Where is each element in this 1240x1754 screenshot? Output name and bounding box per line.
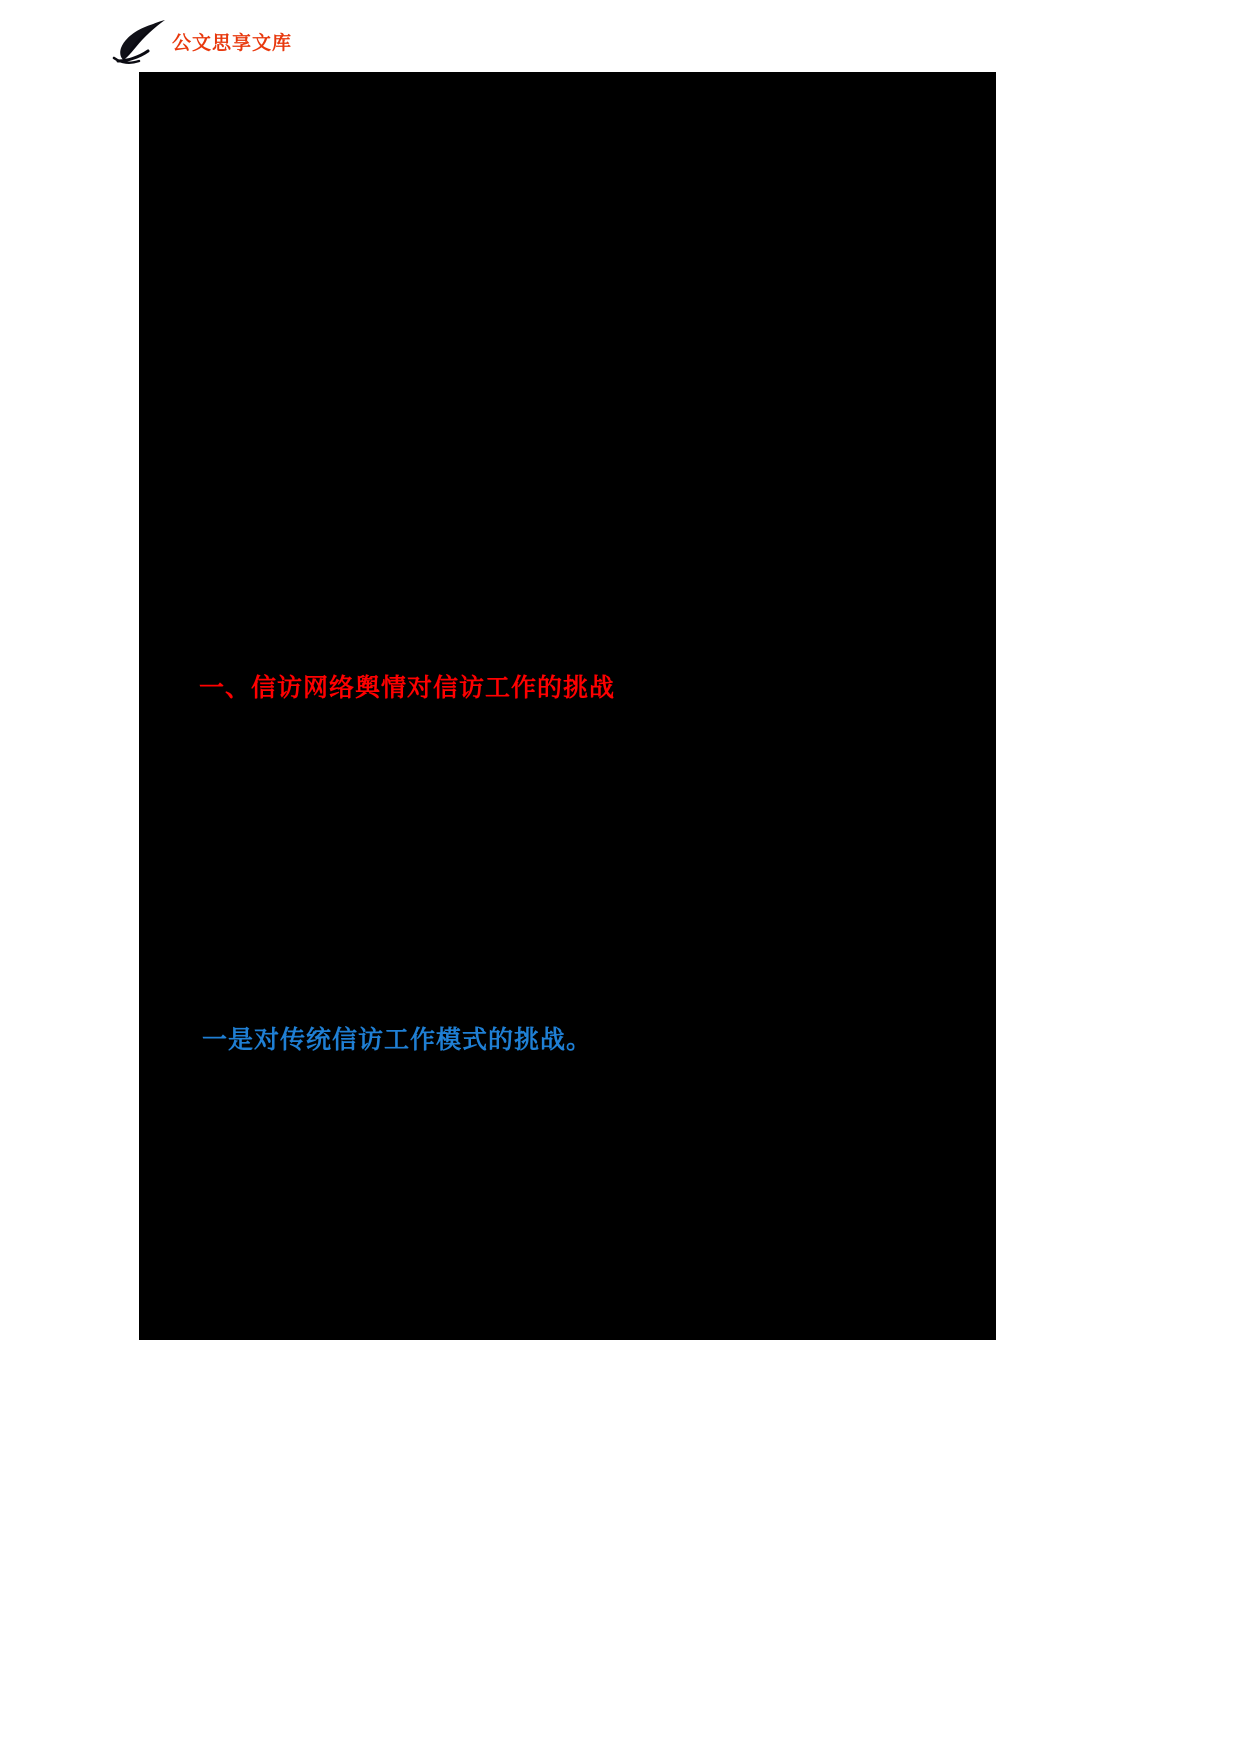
watermark-brand-text: 公文思享文库 bbox=[172, 31, 293, 54]
feather-quill-icon bbox=[108, 14, 178, 69]
subsection-heading-1: 一是对传统信访工作模式的挑战。 bbox=[202, 1025, 593, 1054]
document-page bbox=[139, 72, 996, 1340]
section-heading-1: 一、信访网络舆情对信访工作的挑战 bbox=[199, 673, 616, 702]
watermark-logo bbox=[108, 12, 448, 70]
